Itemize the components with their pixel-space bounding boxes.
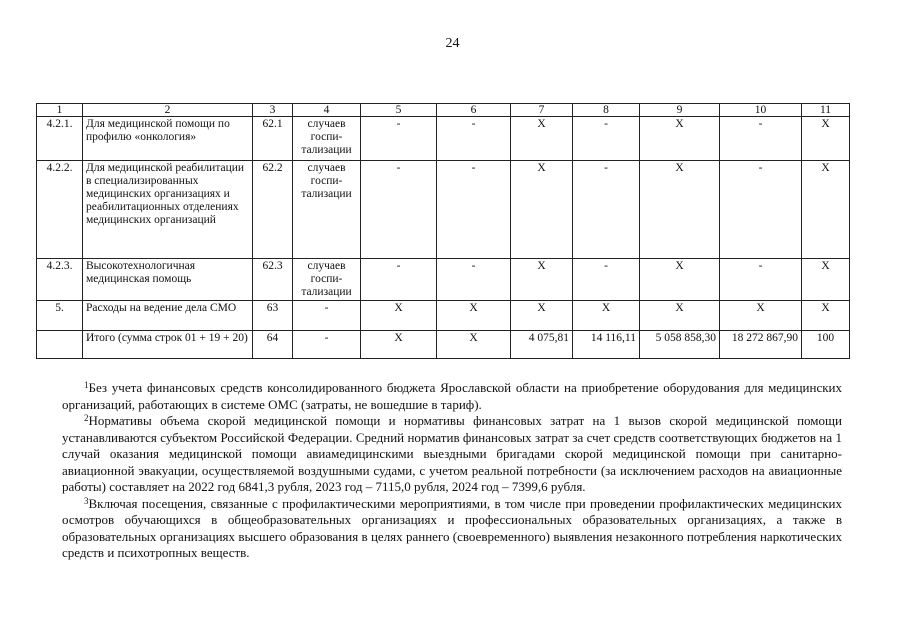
cell-8: - <box>573 161 640 259</box>
header-cell: 6 <box>437 104 511 117</box>
cell-10: - <box>720 117 802 161</box>
header-cell: 11 <box>802 104 850 117</box>
row-number: 4.2.3. <box>37 259 83 301</box>
page-number: 24 <box>445 36 460 51</box>
cell-9: X <box>640 161 720 259</box>
row-unit: случаев госпи-тализации <box>293 117 361 161</box>
row-code: 62.1 <box>253 117 293 161</box>
footnote-mark: 2 <box>84 413 89 423</box>
table-row <box>37 259 850 301</box>
cell-9: X <box>640 117 720 161</box>
cell-8: - <box>573 117 640 161</box>
cell-7: X <box>511 117 573 161</box>
table-row <box>37 161 850 259</box>
row-number: 4.2.2. <box>37 161 83 259</box>
row-name: Высокотехнологичная медицинская помощь <box>83 259 253 301</box>
header-cell: 2 <box>83 104 253 117</box>
row-code: 63 <box>253 301 293 331</box>
cell-10: - <box>720 161 802 259</box>
footnote-text: Нормативы объема скорой медицинской помощи и нормативы финансовых затрат на 1 вызов скорой медицинской помощи устанавливаются субъектом Российской Федерации. Средний норматив финансовых затрат за счет средств соответствующих бюджетов на 1 случай оказания медицинской помощи авиамедицинскими выездными бригадами скорой медицинской помощи при санитарно-авиационной эвакуации, осуществляемой воздушными судами, с учетом реальной потребности (за исключением расходов на авиационные работы) составляет на 2022 год 6841,3 рубля, 2023 год – 7115,0 рубля, 2024 год – 7399,6 рубля. <box>62 413 842 494</box>
cell-8: X <box>573 301 640 331</box>
row-unit: - <box>293 301 361 331</box>
cell-8: 14 116,11 <box>573 331 640 359</box>
cell-11: X <box>802 161 850 259</box>
footnote-1 <box>62 380 842 413</box>
cell-9: X <box>640 259 720 301</box>
cell-5: - <box>361 117 437 161</box>
header-cell: 5 <box>361 104 437 117</box>
row-name: Для медицинской помощи по профилю «онкология» <box>83 117 253 161</box>
cell-5: - <box>361 259 437 301</box>
cell-5: X <box>361 331 437 359</box>
footnote-text: Включая посещения, связанные с профилактическими мероприятиями, в том числе при проведении профилактических медицинских осмотров обучающихся в общеобразовательных организациях и профессиональных образовательных организациях, а также в образовательных организациях высшего образования в целях раннего (своевременного) выявления незаконного потребления наркотических средств и психотропных веществ. <box>62 495 842 560</box>
header-cell: 4 <box>293 104 361 117</box>
row-name: Итого (сумма строк 01 + 19 + 20) <box>83 331 253 359</box>
header-cell: 3 <box>253 104 293 117</box>
cell-9: 5 058 858,30 <box>640 331 720 359</box>
cell-11: X <box>802 301 850 331</box>
row-name: Расходы на ведение дела СМО <box>83 301 253 331</box>
header-cell: 8 <box>573 104 640 117</box>
table-header-row <box>37 104 850 117</box>
cell-9: X <box>640 301 720 331</box>
footnote-text: Без учета финансовых средств консолидированного бюджета Ярославской области на приобретение оборудования для медицинских организаций, работающих в системе ОМС (затраты, не вошедшие в тариф). <box>62 380 842 412</box>
cell-11: X <box>802 259 850 301</box>
cell-6: - <box>437 161 511 259</box>
footnotes <box>62 380 842 562</box>
row-unit: случаев госпи-тализации <box>293 259 361 301</box>
row-code: 62.3 <box>253 259 293 301</box>
cell-6: X <box>437 301 511 331</box>
cell-10: X <box>720 301 802 331</box>
cell-8: - <box>573 259 640 301</box>
header-cell: 7 <box>511 104 573 117</box>
cell-6: - <box>437 117 511 161</box>
cell-7: X <box>511 259 573 301</box>
cell-10: - <box>720 259 802 301</box>
row-code: 64 <box>253 331 293 359</box>
footnote-mark: 1 <box>84 380 89 390</box>
cell-7: 4 075,81 <box>511 331 573 359</box>
footnote-mark: 3 <box>84 495 89 506</box>
row-number: 4.2.1. <box>37 117 83 161</box>
header-cell: 10 <box>720 104 802 117</box>
cell-5: X <box>361 301 437 331</box>
footnote-2 <box>62 413 842 496</box>
header-cell: 1 <box>37 104 83 117</box>
row-number: 5. <box>37 301 83 331</box>
row-unit: случаев госпи-тализации <box>293 161 361 259</box>
table-row <box>37 301 850 331</box>
table-row <box>37 117 850 161</box>
cell-6: - <box>437 259 511 301</box>
cell-11: X <box>802 117 850 161</box>
row-code: 62.2 <box>253 161 293 259</box>
cell-7: X <box>511 301 573 331</box>
row-name: Для медицинской реабилитации в специализированных медицинских организациях и реабилитационных отделениях медицинских организаций <box>83 161 253 259</box>
cell-10: 18 272 867,90 <box>720 331 802 359</box>
row-unit: - <box>293 331 361 359</box>
cell-6: X <box>437 331 511 359</box>
cell-5: - <box>361 161 437 259</box>
cell-11: 100 <box>802 331 850 359</box>
financial-table <box>36 103 850 359</box>
header-cell: 9 <box>640 104 720 117</box>
total-row <box>37 331 850 359</box>
cell-7: X <box>511 161 573 259</box>
row-number <box>37 331 83 359</box>
footnote-3 <box>62 496 842 562</box>
